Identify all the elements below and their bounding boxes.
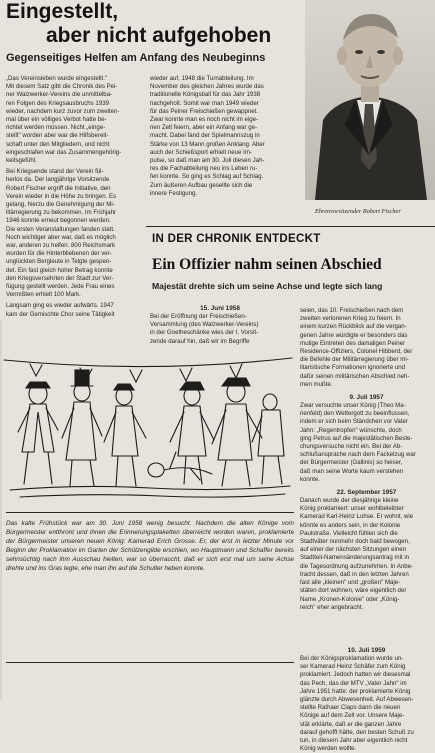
column-2-lines — [150, 75, 298, 198]
text-line: daß man seine Worte kaum verstehen — [300, 467, 404, 475]
caption-rule-top — [6, 512, 294, 513]
text-line: indem er sich beim Ständchen vor Vater — [300, 418, 408, 426]
text-line: Versammlung (des Walzwerker-Vereins) — [150, 321, 259, 329]
secondary-subheadline: Majestät drehte sich um seine Achse und legte sich lang — [152, 281, 383, 291]
text-line: keitsgefühl. — [6, 157, 37, 165]
headline-line-2: aber nicht aufgehoben — [46, 24, 272, 47]
text-line: war, anderen zu helfen. 800 Reichsmark — [6, 242, 116, 250]
text-line: men mußte. — [300, 380, 333, 388]
chronicle-date-1: 9. Juli 1957 — [349, 394, 384, 402]
text-line: Stadtväter nunmehr doch bald bewogen, — [300, 538, 410, 546]
text-line: fen konnte. So ging es Schlag auf Schlag. — [150, 173, 264, 181]
text-line: wieder, nachdem kurz zuvor zum zweiten- — [6, 107, 120, 115]
section-rule-top — [146, 226, 435, 227]
text-line: fast alle „kleinen" und „großen" Maje- — [300, 579, 401, 587]
text-line: „Das Vereinsleben wurde eingestellt." — [6, 75, 108, 82]
text-line: macht. Dabei fand der Spielmannszug in — [150, 132, 260, 140]
chronicle-entry-lines — [150, 313, 290, 346]
text-line: Kamerad Karl-Heinz Lohse. Er wohnt, wie — [300, 513, 414, 521]
main-headline — [6, 0, 296, 48]
text-line: Stärke von 13 Mann großen Anklang. Aber — [150, 140, 265, 148]
chronicle-column-2 — [300, 307, 433, 753]
text-line: Zwar konnte man es noch nicht im eige- — [150, 116, 259, 124]
text-line: König proklamiert: unser wohlbeleibter — [300, 505, 404, 513]
text-line: ging Petrus auf die majestätischen Beste- — [300, 434, 413, 442]
text-line: rienfeld) den Wettergott zu beeinflussen, — [300, 410, 410, 418]
text-line: November des gleichen Jahres wurde das — [150, 83, 264, 91]
text-line: ser Kamerad Heinz Schäfer zum König — [300, 663, 406, 671]
text-line: Mit diesem Satz gibt die Chronik des Pei- — [6, 83, 118, 91]
text-line: das Pech, das der MTV „Vater Jahn" im — [300, 679, 407, 687]
portrait-illustration — [305, 0, 435, 200]
text-line: seien, das 10. Freischießen nach dem — [300, 307, 404, 314]
cartoon-caption: Das kalte Frühstück war am 30. Juni 1958 wenig besucht. Nachdem die alten Könige vom Bürgermeister entthront und ihnen die Erinnerungsplaketten überreicht worden waren, proklamierte der Bürgermeister unseren neuen König: Kamerad Erich Grosse. Er, der erst in letzter Minute vor Beginn der Proklamation im Garten der Schützengilde erschien, wo Hauptmann und Schaffer bereits sehnsüchtig nach ihm Ausschau hielten, war so überrascht, daß er sich erst mal um seine Achse drehte und ins Gras legte, ehe man ihn auf die Schulter heben konnte. — [6, 520, 294, 573]
text-line: fügung gestellt werden. Jede Frau eines — [6, 283, 115, 291]
text-line: die Befehle der Militärregierung über mi- — [300, 356, 409, 364]
text-line: tun, in diesem Jahr aber eigentlich nicht — [300, 736, 408, 744]
text-line: Jahn: „Regentropfen" wünschte, doch — [300, 426, 402, 434]
text-line: Paulstraße. Vielleicht fühlen sich die — [300, 529, 398, 537]
chronicle-entry-3-lines — [300, 655, 433, 753]
text-line: stellte Rathaer Claps dann die neuen — [300, 704, 401, 712]
text-line: Danach wurde der diesjährige kleine — [300, 497, 399, 505]
text-line: kam der Gemischte Chor seine Tätigkeit — [6, 310, 115, 318]
text-line: proklamiert. Jedoch hatten wir diesesmal — [300, 671, 411, 679]
text-line: chungsversuche nicht ein. Bei der Ab- — [300, 443, 403, 451]
text-line: Noch wichtiger aber war, daß es möglich — [6, 233, 116, 241]
text-line: auf einer der nächsten Sitzungen einen — [300, 546, 407, 554]
text-line: Stadtteil-Namensänderungsantrag mit in — [300, 554, 410, 562]
text-line: Bei Kriegsende stand der Verein fül- — [6, 168, 104, 176]
text-line: der Bürgermeister (Gallinis) so heiser, — [300, 459, 403, 467]
text-line: herlos da. Der langjährige Vorsitzende — [6, 176, 110, 184]
text-line: Langsam ging es wieder aufwärts. 1947 — [6, 302, 114, 310]
text-line: det. Ein fast gleich hoher Betrag konnte — [6, 266, 113, 274]
text-line: Die ersten Veranstaltungen fanden statt. — [6, 225, 115, 233]
text-line: unglückten Bergleute in Telgte gespen- — [6, 258, 112, 266]
text-line: litärregierung zu bekommen. Im Frühjahr — [6, 209, 117, 217]
photo-caption: Ehrenvorsitzender Robert Fischer — [315, 208, 401, 215]
text-line: gelang, hierzu die Genehmigung der Mi- — [6, 201, 115, 209]
text-line: stät erklärte, daß er die ganzen Jahre — [300, 720, 402, 728]
text-line: zende darauf hin, daß wir im Begriffe — [150, 337, 250, 345]
chronicle-entry-2-lines — [300, 497, 433, 612]
text-line: stäten dort wohnen, wäre eigentlich der — [300, 587, 407, 595]
text-line: Bei der Königsproklamation wurde un- — [300, 654, 404, 662]
text-line: nen Zelt feiern, aber ein Anfang war ge- — [150, 124, 258, 132]
text-line: Zum äußeren Aufbau gesellte sich die — [150, 181, 253, 189]
portrait-photo — [305, 0, 435, 200]
text-line: litaristische Formationen ignorierte und — [300, 364, 405, 372]
text-line: Verein wieder in die Höhe zu bringen. Es — [6, 192, 117, 200]
column-1-lines — [6, 75, 144, 319]
section-label: IN DER CHRONIK ENTDECKT — [152, 233, 321, 245]
secondary-headline: Ein Offizier nahm seinen Abschied — [152, 256, 382, 273]
text-line: in der Goetheschänke wies der I. Vorsit- — [150, 329, 259, 337]
text-line: Bei der Eröffnung der Freischießen- — [150, 313, 247, 320]
text-line: schlußansprache nach dem Fackelzug war — [300, 451, 416, 459]
chronicle-date-2: 22. September 1957 — [336, 489, 397, 497]
text-line: res die Fachabteilung neu ins Leben ru- — [150, 165, 258, 173]
text-line: Vermißten erhielt 100 Mark. — [6, 291, 81, 299]
text-line: ren Folgen des Kriegsausbruchs 1939 — [6, 99, 109, 107]
text-line: Zwar versuchte unser König (Theo Ma- — [300, 402, 406, 410]
text-line: einem kurzen Rückblick auf die vergan- — [300, 323, 407, 331]
text-line: pulse, so daß man am 30. Juli diesen Jah- — [150, 157, 265, 165]
caption-rule-bottom — [6, 662, 294, 663]
text-line: schaft unter den Mitgliedern, und nicht — [6, 140, 110, 148]
text-line: eingeschlafen war das Zusammengehörig- — [6, 148, 122, 156]
article-column-2 — [150, 75, 298, 198]
text-line: dafür seinen militärischen Abschied neh- — [300, 372, 410, 380]
text-line: traditionelle Königsball für das Jahr 1938 — [150, 91, 261, 99]
text-line: 1946 konnte erneut begonnen werden. — [6, 217, 111, 225]
text-line: den Kriegsversehrten der Stadt zur Ver- — [6, 274, 114, 282]
text-line: wurden für die Hinterbliebenen der ver- — [6, 250, 112, 258]
text-line: Jahre 1951 hatte: der proklamierte König — [300, 687, 411, 695]
text-line: innere Festigung. — [150, 189, 198, 197]
text-line: Robert Fischer ergriff die Initiative, den — [6, 184, 111, 192]
main-subheadline: Gegenseitiges Helfen am Anfang des Neubeginns — [6, 52, 266, 64]
headline-line-1: Eingestellt, — [6, 0, 119, 23]
text-line: die Tagesordnung aufzunehmen. In Anbe- — [300, 562, 414, 570]
text-line: auch der Schießsport erhielt neue Im- — [150, 148, 252, 156]
text-line: tracht dessen, daß in den letzten Jahren — [300, 570, 409, 578]
text-line: stellt" worden aber war die Hilfsbereit- — [6, 132, 109, 140]
text-line: König werden wollte. — [300, 745, 357, 753]
text-line: Könige auf dem Zelt vor. Unsere Maje- — [300, 712, 405, 720]
text-line: Name „Kronen-Kolonie" oder „König- — [300, 595, 400, 603]
text-line: zweiten verlorenen Krieg zu feiern. In — [300, 315, 401, 323]
text-line: mutige Eintreten des damaligen Peiner — [300, 339, 406, 347]
text-line: nachgeholt. Somit war man 1949 wieder — [150, 99, 259, 107]
chronicle-intro-lines — [300, 307, 433, 389]
cartoon-drawing — [0, 352, 296, 502]
chronicle-column-1 — [150, 304, 290, 346]
text-line: mal über ein völliges Verbot hatte be- — [6, 116, 107, 124]
text-line: reich" eher angebracht. — [300, 603, 364, 611]
text-line: ner Walzwerker-Vereins die unmittelba- — [6, 91, 113, 99]
text-line: für das Peiner Freischießen gewappnet. — [150, 107, 259, 115]
text-line: glänzte durch Abwesenheit. Auf Abwesen- — [300, 695, 414, 703]
article-column-1 — [6, 75, 144, 319]
text-line: könnte es anders sein, in der Kolonie — [300, 521, 401, 529]
chronicle-entry-1-lines — [300, 402, 433, 484]
cartoon-illustration — [0, 352, 296, 502]
text-line: genen Jahre würdigte er besonders das — [300, 331, 408, 339]
text-line: konnte. — [300, 475, 320, 483]
chronicle-date: 15. Juni 1958 — [200, 305, 240, 312]
chronicle-date-3: 10. Juli 1959 — [347, 646, 386, 654]
text-line: darauf gehofft hätte, den besten Schuß zu — [300, 728, 414, 736]
text-line: wieder auf, 1948 die Turnabteilung. Im — [150, 75, 254, 82]
text-line: Residence-Offiziers, Colonel Hibberd, der — [300, 348, 413, 356]
text-line: richtet werden müssen. Nicht „einge- — [6, 124, 106, 132]
